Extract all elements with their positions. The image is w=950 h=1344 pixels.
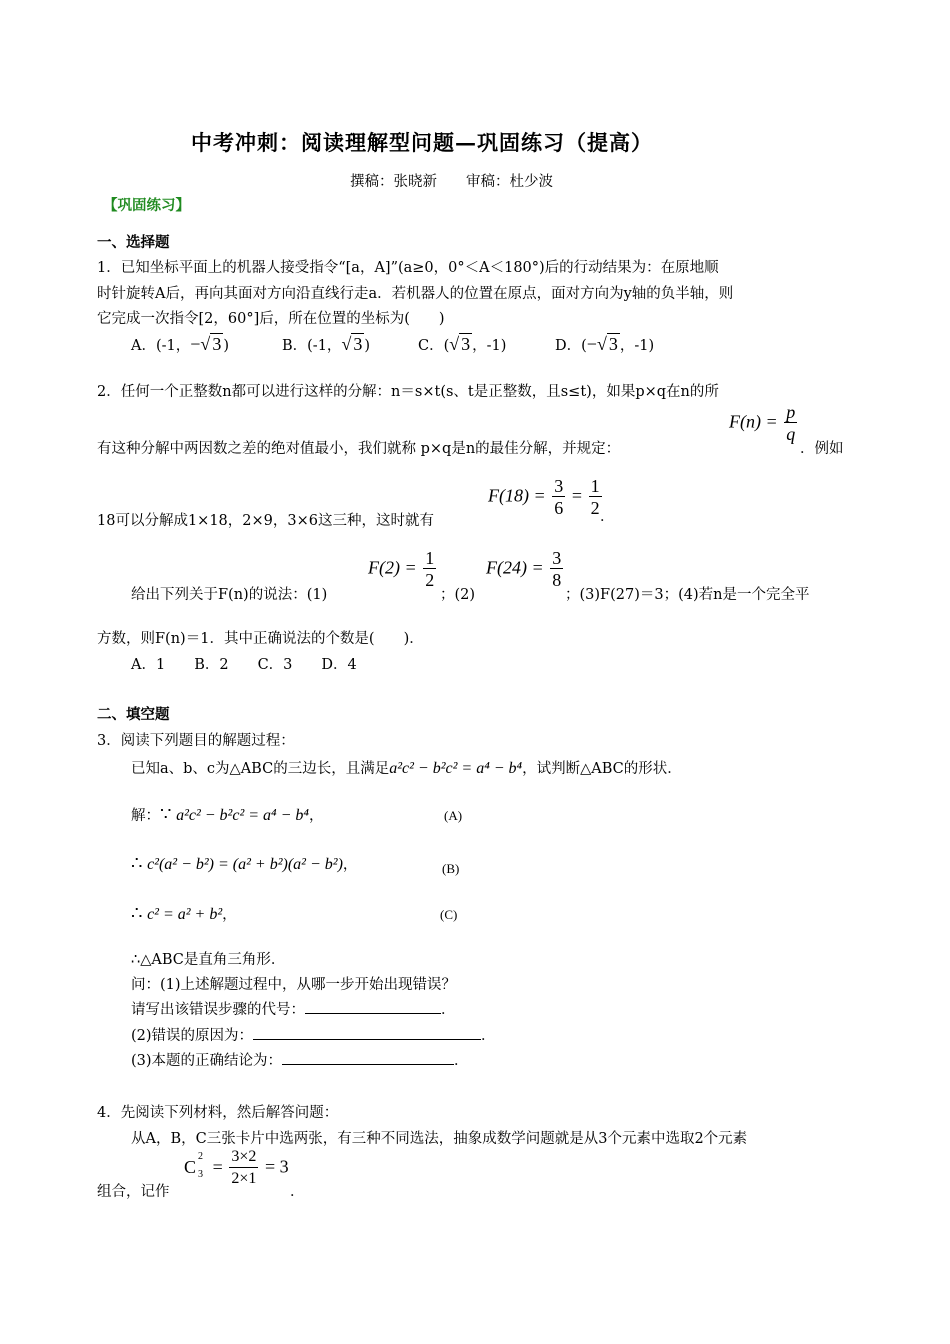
section-tag: 【巩固练习】 [103, 197, 190, 214]
q3-step-b: ∴ c²(a² − b²) = (a² + b²)(a² − b²)， [131, 853, 358, 873]
q1-option-a: A．(-1，−√ 3 ) [131, 334, 229, 354]
q2-line4c: ；(3)F(27)＝3；(4)若n是一个完全平 [565, 587, 810, 603]
q2-options: A．1 B．2 C．3 D．4 [131, 657, 357, 673]
q4-line3a: 组合，记作 [97, 1184, 170, 1200]
step-label-a: (A) [444, 808, 463, 823]
q2-line2b: ．例如 [800, 441, 844, 457]
q3-ask1: 问：(1)上述解题过程中，从哪一步开始出现错误？ [131, 977, 457, 993]
q2-line3b: ． [600, 509, 615, 525]
q4-line3b: ． [290, 1184, 305, 1200]
answer-blank-2[interactable] [253, 1025, 481, 1040]
q1-line2: 时针旋转A后，再向其面对方向沿直线行走a．若机器人的位置在原点，面对方向为y轴的负半轴，则 [97, 286, 734, 302]
q2-line4b: ；(2) [440, 587, 476, 603]
answer-blank-3[interactable] [282, 1050, 454, 1065]
q2-line5: 方数，则F(n)＝1．其中正确说法的个数是( )． [97, 631, 424, 647]
q2-f18-formula: F(18) = $\frac{3}{6}$ = $\frac{1}{2}$ [488, 476, 600, 518]
q3-ask2: (2)错误的原因为： ． [131, 1024, 496, 1045]
q1-line3: 它完成一次指令[2，60°]后，所在位置的坐标为( ) [97, 311, 445, 327]
q2-line3a: 18可以分解成1×18，2×9，3×6这三种，这时就有 [97, 513, 434, 529]
q4-combination-formula: C 2 3 = $\frac{3\times 2}{2\times 1}$ = 3 [184, 1148, 289, 1187]
q3-ask1b: 请写出该错误步骤的代号： ． [131, 998, 456, 1019]
q3-conclusion: ∴△ABC是直角三角形． [131, 952, 286, 968]
q2-fn-formula: F(n) = $\frac{p}{q}$ [729, 402, 796, 444]
q2-f2-formula: F(2) = $\frac{1}{2}$ [368, 548, 435, 590]
q4-line1: 4．先阅读下列材料，然后解答问题： [97, 1105, 339, 1121]
q2-line1: 2．任何一个正整数n都可以进行这样的分解：n＝s×t(s、t是正整数，且s≤t)，如果p×q在n的所 [97, 384, 719, 400]
authors: 撰稿：张晓新 审稿：杜少波 [350, 174, 553, 190]
q1-option-b: B．(-1，√ 3 ) [282, 334, 370, 354]
q3-ask3: (3)本题的正确结论为： ． [131, 1049, 469, 1070]
section-heading-choice: 一、选择题 [97, 234, 170, 251]
sqrt-icon: √ 3 [449, 334, 471, 354]
q2-line4a: 给出下列关于F(n)的说法：(1) [131, 587, 328, 603]
sqrt-icon: √ 3 [341, 334, 363, 354]
answer-blank-1[interactable] [305, 999, 441, 1014]
q1-option-c: C．(√ 3 ，-1) [418, 334, 507, 354]
q1-line1: 1．已知坐标平面上的机器人接受指令“[a，A]”(a≥0，0°＜A＜180°)后的行动结果为：在原地顺 [97, 260, 719, 276]
page-title: 中考冲刺：阅读理解型问题—巩固练习（提高） [191, 130, 653, 155]
q2-line2a: 有这种分解中两因数之差的绝对值最小，我们就称 p×q是n的最佳分解，并规定： [97, 441, 621, 457]
step-label-c: (C) [440, 907, 458, 922]
step-label-b: (B) [442, 861, 460, 876]
sqrt-icon: √ 3 [200, 334, 222, 354]
q2-f24-formula: F(24) = $\frac{3}{8}$ [486, 548, 562, 590]
q3-step-c: ∴ c² = a² + b²， [131, 903, 237, 923]
q3-line2: 已知a、b、c为△ABC的三边长，且满足a²c² − b²c² = a⁴ − b⁴，试判断△ABC的形状． [131, 760, 682, 777]
q4-line2: 从A，B，C三张卡片中选两张，有三种不同选法，抽象成数学问题就是从3个元素中选取2个元素 [131, 1131, 748, 1147]
q3-line1: 3．阅读下列题目的解题过程： [97, 733, 295, 749]
q1-option-d: D．(−√ 3 ，-1) [555, 334, 655, 354]
section-heading-fill: 二、填空题 [97, 706, 170, 723]
sqrt-icon: √ 3 [596, 334, 618, 354]
q3-step-a: 解：∵ a²c² − b²c² = a⁴ − b⁴， [131, 804, 324, 824]
